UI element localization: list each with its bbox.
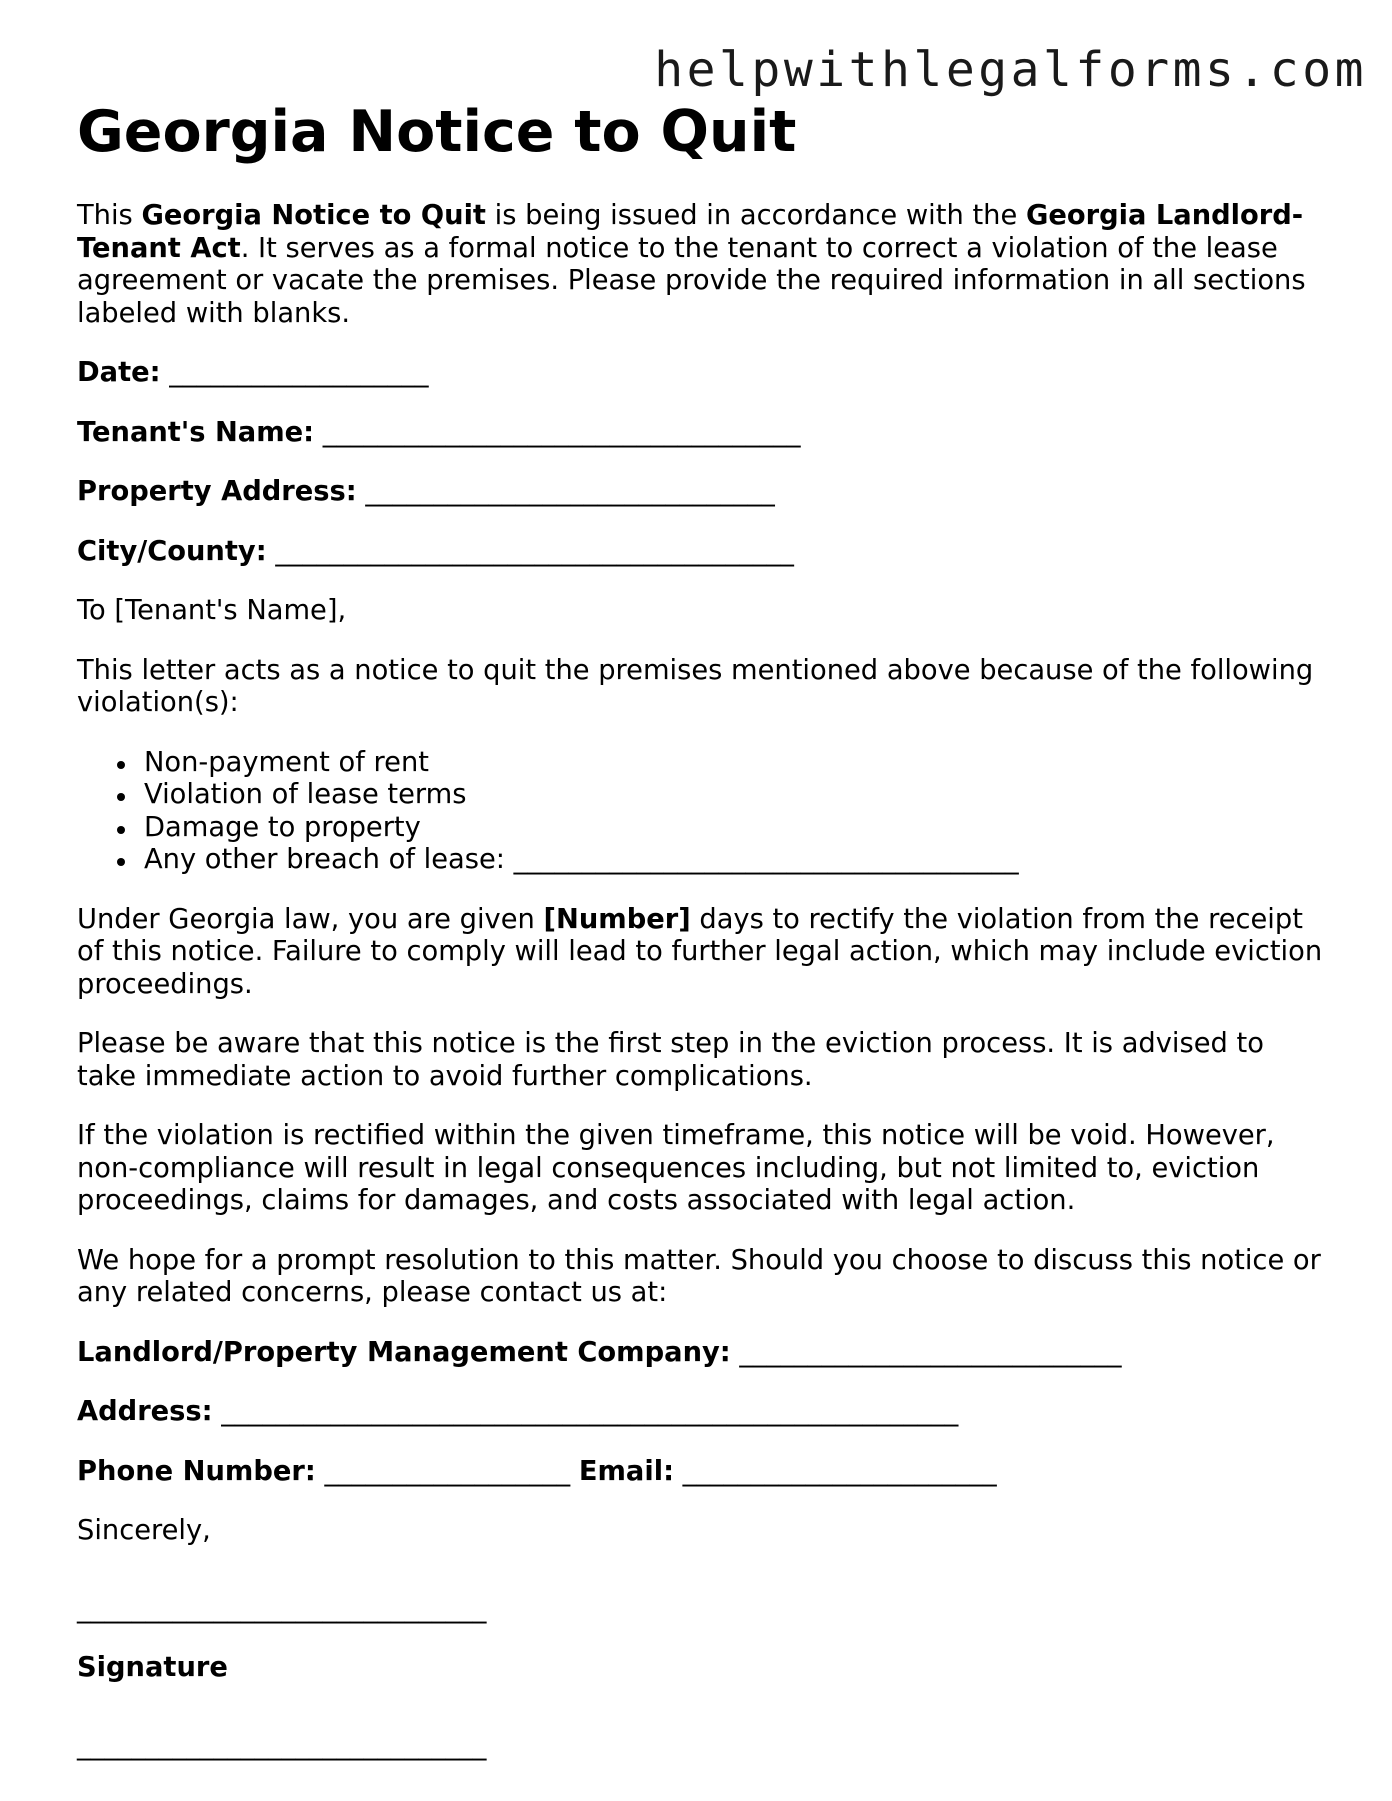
watermark: helpwithlegalforms.com — [654, 42, 1367, 98]
list-item[interactable]: Any other breach of lease: _____________________________________ — [144, 844, 1327, 877]
city-county-blank[interactable]: ______________________________________ — [275, 535, 794, 567]
days-text-before: Under Georgia law, you are given — [77, 903, 544, 935]
document-page — [77, 94, 1327, 1789]
landlord-blank[interactable]: ____________________________ — [739, 1336, 1122, 1368]
tenant-name-blank[interactable]: ___________________________________ — [322, 416, 801, 448]
signature-label-text: Signature — [77, 1652, 228, 1683]
violation-intro: This letter acts as a notice to quit the premises mentioned above because of the following violation(s): — [77, 654, 1314, 718]
signature-label — [77, 1652, 1327, 1685]
date-field[interactable] — [77, 357, 1327, 390]
landlord-field[interactable] — [77, 1337, 1327, 1370]
tenant-name-field[interactable] — [77, 417, 1327, 450]
salutation: To [Tenant's Name], — [77, 595, 347, 626]
property-address-blank[interactable]: ______________________________ — [365, 476, 775, 507]
date-label: Date: — [77, 357, 161, 388]
rectified-paragraph: If the violation is rectified within the given timeframe, this notice will be void. However, non-compliance will result in legal consequences including, but not limited to, eviction proceedings, claims for damages, and costs associated with legal action. — [77, 1120, 1275, 1216]
list-item: Non-payment of rent — [144, 747, 1327, 780]
intro-text-3: . It serves as a formal notice to the tenant to correct a violation of the lease agreement or vacate the premises. Please provide the required information in all sections labeled with blanks. — [77, 232, 1306, 329]
phone-label: Phone Number: — [77, 1455, 316, 1487]
date-blank[interactable]: ___________________ — [169, 357, 429, 388]
days-number-placeholder: [Number] — [543, 903, 691, 935]
contact-paragraph: We hope for a prompt resolution to this matter. Should you choose to discuss this notice or any related concerns, please contact us at: — [77, 1244, 1321, 1308]
city-county-label: City/County: — [77, 535, 267, 567]
landlord-label: Landlord/Property Management Company: — [77, 1336, 731, 1368]
property-address-label: Property Address: — [77, 476, 357, 507]
address-blank[interactable]: ______________________________________________________ — [221, 1396, 959, 1427]
address-label: Address: — [77, 1396, 213, 1427]
intro-text-1: This — [77, 200, 142, 231]
violations-list — [77, 747, 1327, 877]
email-label: Email: — [578, 1455, 674, 1487]
city-county-field[interactable] — [77, 536, 1327, 569]
address-field[interactable] — [77, 1396, 1327, 1429]
days-text-after: days to rectify the violation from the receipt of this notice. Failure to comply will lead to further legal action, which may include eviction proceedings. — [77, 903, 1323, 1000]
intro-paragraph — [77, 200, 1327, 330]
phone-email-field[interactable] — [77, 1456, 1327, 1489]
first-step-paragraph: Please be aware that this notice is the first step in the eviction process. It is advised to take immediate action to avoid further complications. — [77, 1028, 1264, 1092]
intro-bold-notice: Georgia Notice to Quit — [141, 200, 486, 231]
signature-line[interactable]: ______________________________ — [77, 1592, 487, 1624]
tenant-name-label: Tenant's Name: — [77, 416, 315, 448]
intro-bold-act: Georgia Landlord-Tenant Act — [77, 200, 1304, 264]
phone-blank[interactable]: __________________ — [324, 1455, 571, 1487]
email-blank[interactable]: _______________________ — [682, 1455, 997, 1487]
bottom-signature-line[interactable]: ______________________________ — [77, 1729, 487, 1761]
list-item: Damage to property — [144, 812, 1327, 845]
page-title: Georgia Notice to Quit — [77, 99, 797, 165]
list-item: Violation of lease terms — [144, 779, 1327, 812]
days-paragraph — [77, 904, 1327, 1002]
property-address-field[interactable] — [77, 476, 1327, 509]
intro-text-2: is being issued in accordance with the — [485, 200, 1026, 231]
closing: Sincerely, — [77, 1515, 211, 1546]
